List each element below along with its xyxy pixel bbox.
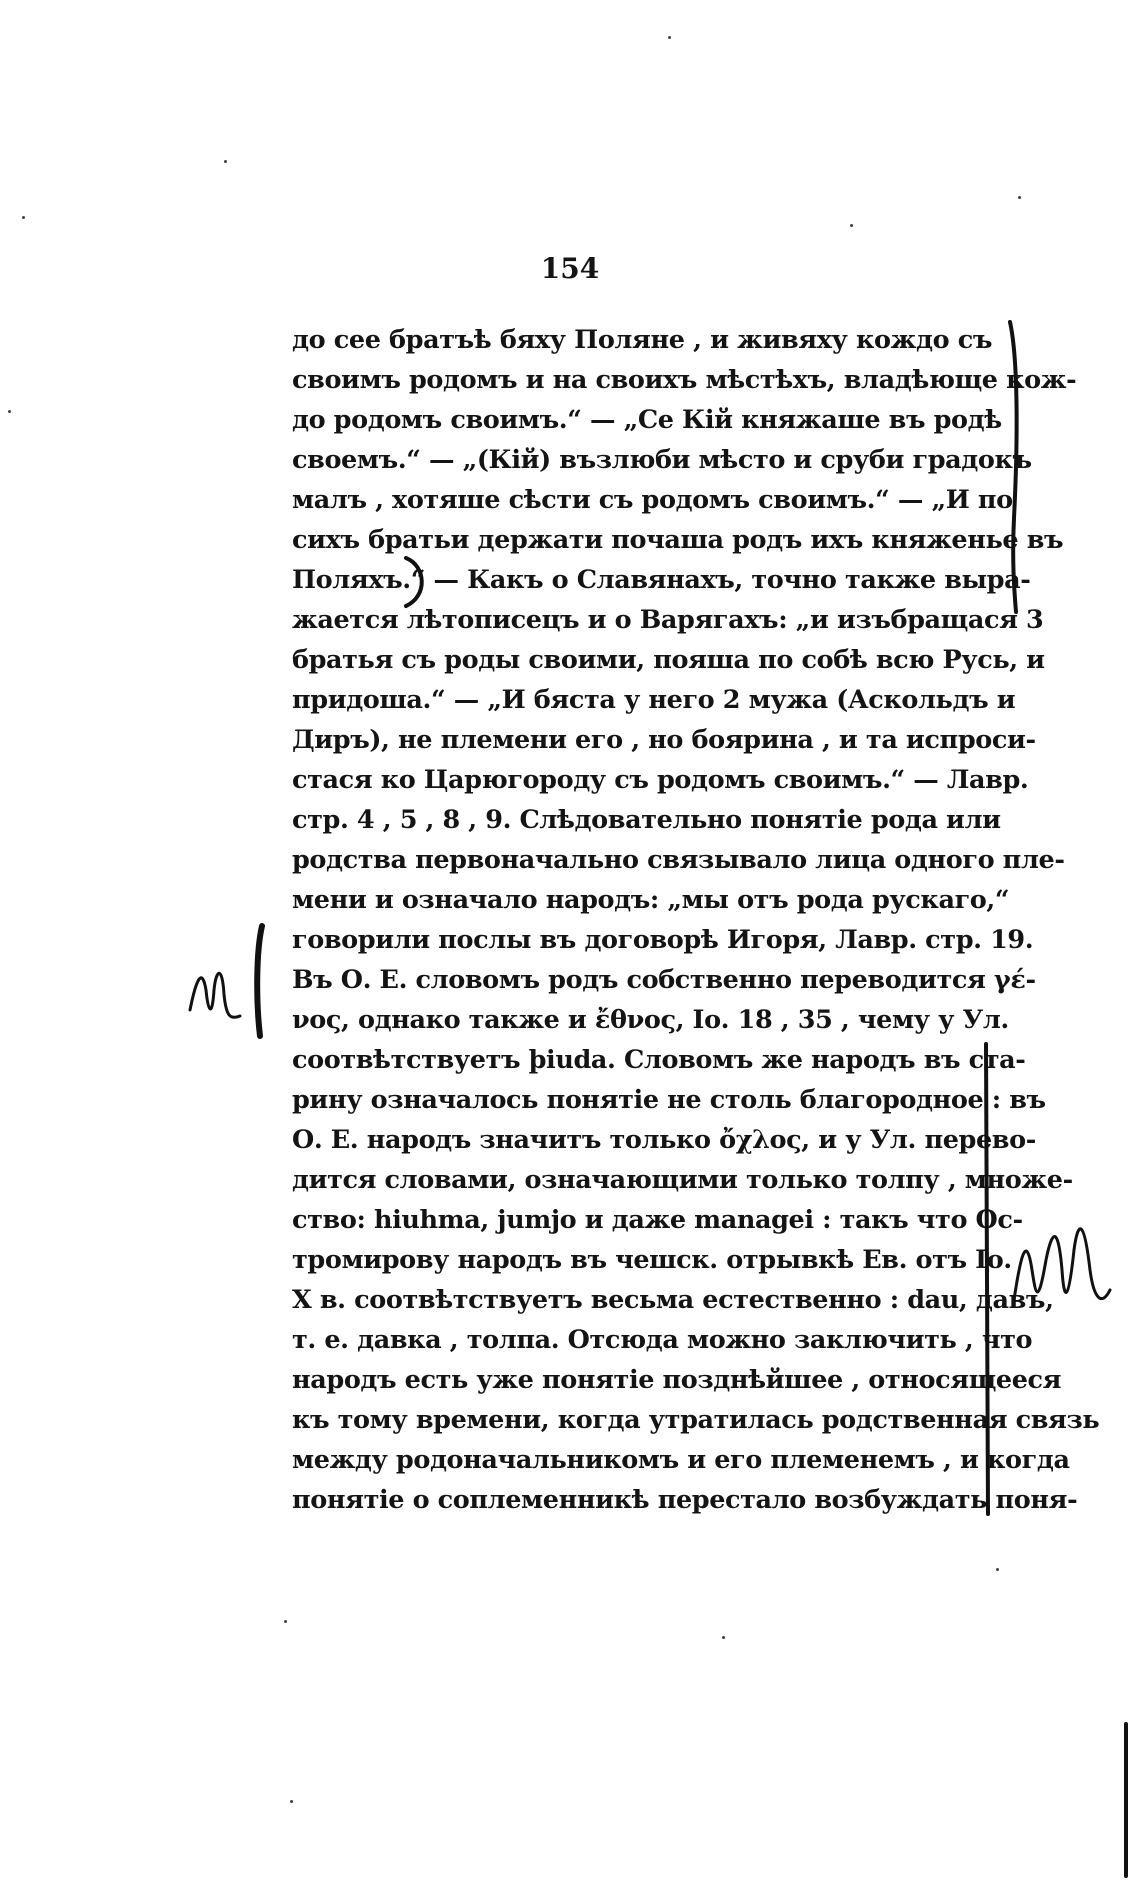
text-line: рину означалось понятіе не столь благородное : въ bbox=[292, 1085, 1046, 1115]
text-line: стр. 4 , 5 , 8 , 9. Слѣдовательно понятіе рода или bbox=[292, 805, 1001, 835]
text-line: придоша.“ — „И бяста у него 2 мужа (Аскольдъ и bbox=[292, 685, 1016, 715]
text-line: до родомъ своимъ.“ — „Се Кій княжаше въ родѣ bbox=[292, 405, 1002, 435]
text-line: дится словами, означающими только толпу , множе- bbox=[292, 1165, 1073, 1195]
text-line: братья съ роды своими, пояша по собѣ всю Русь, и bbox=[292, 645, 1045, 675]
text-line: X в. соотвѣтствуетъ весьма естественно : dau, давъ, bbox=[292, 1285, 1054, 1315]
text-line: до сее братъѣ бяху Поляне , и живяху кождо съ bbox=[292, 325, 992, 355]
page-number: 154 bbox=[540, 252, 600, 285]
handwritten-mark-right bbox=[1006, 1210, 1116, 1320]
text-line: понятіе о соплеменникѣ перестало возбуждать поня- bbox=[292, 1485, 1078, 1515]
text-line: Въ О. Е. словомъ родъ собственно переводится γέ- bbox=[292, 965, 1036, 995]
margin-bracket-left bbox=[248, 922, 272, 1042]
paper-speck bbox=[996, 1568, 999, 1571]
paper-speck bbox=[284, 1620, 287, 1623]
paper-speck bbox=[722, 1636, 725, 1639]
text-line: ство: hiuhma, jumjo и даже managei : такъ что Ос- bbox=[292, 1205, 1023, 1235]
text-line: говорили послы въ договорѣ Игоря, Лавр. стр. 19. bbox=[292, 925, 1034, 955]
text-line: мени и означало народъ: „мы отъ рода рускаго,“ bbox=[292, 885, 1010, 915]
text-line: сихъ братьи держати почаша родъ ихъ княженье въ bbox=[292, 525, 1064, 555]
handwritten-mark-left bbox=[186, 960, 246, 1030]
text-line: между родоначальникомъ и его племенемъ , и когда bbox=[292, 1445, 1070, 1475]
margin-bracket-lower bbox=[976, 1040, 1000, 1520]
text-line: т. е. давка , толпа. Отсюда можно заключить , что bbox=[292, 1325, 1033, 1355]
text-line: жается лѣтописецъ и о Варягахъ: „и изъбращася 3 bbox=[292, 605, 1044, 635]
text-line: соотвѣтствуетъ þiuda. Словомъ же народъ въ ста- bbox=[292, 1045, 1026, 1075]
text-line: Диръ), не племени его , но боярина , и та испроси- bbox=[292, 725, 1036, 755]
paper-speck bbox=[1018, 196, 1021, 199]
text-line: тромирову народъ въ чешск. отрывкѣ Ев. отъ Іо. bbox=[292, 1245, 1012, 1275]
text-line: своимъ родомъ и на своихъ мѣстѣхъ, владѣюще кож- bbox=[292, 365, 1077, 395]
text-line: малъ , хотяше сѣсти съ родомъ своимъ.“ — „И по bbox=[292, 485, 1013, 515]
text-line: Поляхъ.“ — Какъ о Славянахъ, точно также выра- bbox=[292, 565, 1031, 595]
text-line: стася ко Царюгороду съ родомъ своимъ.“ — Лавр. bbox=[292, 765, 1029, 795]
parenthesis-mark bbox=[398, 552, 438, 612]
margin-bracket-upper bbox=[1004, 318, 1034, 618]
text-line: народъ есть уже понятіе позднѣйшее , относящееся bbox=[292, 1365, 1062, 1395]
text-line: О. Е. народъ значитъ только ὄχλος, и у Ул. перево- bbox=[292, 1125, 1036, 1155]
paper-speck bbox=[22, 216, 25, 219]
paper-speck bbox=[224, 160, 227, 163]
text-line: своемъ.“ — „(Кій) възлюби мѣсто и сруби градокъ bbox=[292, 445, 1032, 475]
paper-speck bbox=[290, 1800, 293, 1803]
paper-speck bbox=[850, 224, 853, 227]
text-line: νος, однако также и ἔθνος, Іо. 18 , 35 , чему у Ул. bbox=[292, 1005, 1009, 1035]
edge-bracket-right bbox=[1118, 1720, 1134, 1880]
text-block bbox=[292, 320, 1100, 1520]
text-line: къ тому времени, когда утратилась родственная связь bbox=[292, 1405, 1100, 1435]
paper-speck bbox=[668, 36, 671, 39]
text-line: родства первоначально связывало лица одного пле- bbox=[292, 845, 1065, 875]
paper-speck bbox=[8, 410, 11, 413]
